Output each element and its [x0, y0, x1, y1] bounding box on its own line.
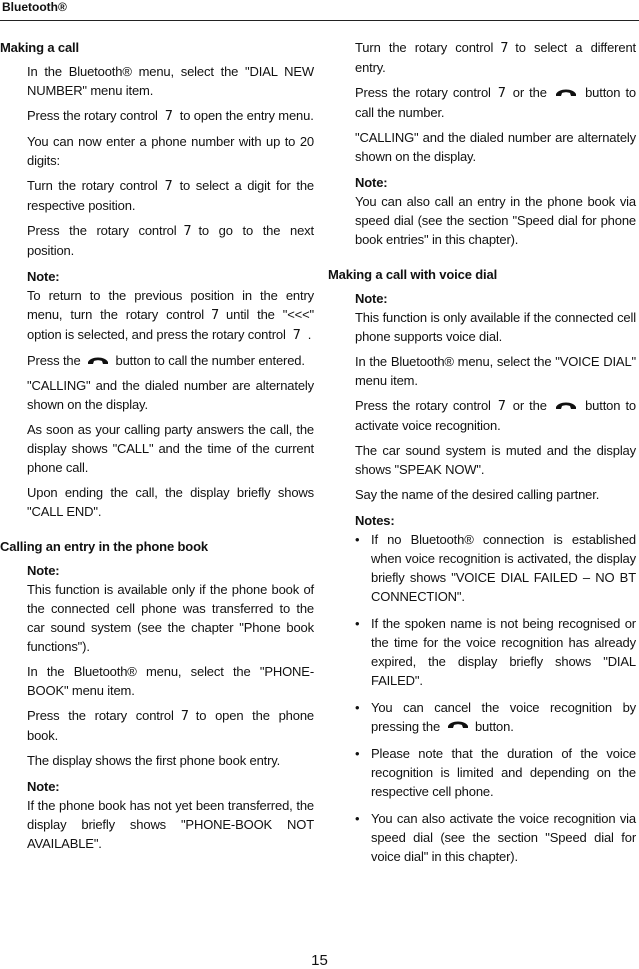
paragraph: "CALLING" and the dialed number are alternately shown on the display. [27, 378, 314, 412]
note-label: Note: [27, 269, 60, 284]
paragraph: The car sound system is muted and the display shows "SPEAK NOW". [355, 443, 636, 477]
running-header: Bluetooth® [2, 0, 67, 14]
paragraph: Press the rotary control 7 to open the entry menu. [27, 108, 314, 124]
section-calling-phone-book-entry [0, 561, 314, 853]
heading-calling-phone-book-entry: Calling an entry in the phone book [0, 539, 208, 554]
note-label: Note: [27, 563, 60, 578]
phone-icon [554, 399, 578, 411]
rotary-control-icon: 7 [500, 41, 509, 56]
paragraph: Press the rotary control 7 or the button to call the number. [355, 85, 637, 120]
rotary-control-icon: 7 [164, 179, 173, 194]
paragraph: To return to the previous position in the entry menu, turn the rotary control 7 until the "<<<" option is selected, and press the rotary control 7 . [27, 288, 314, 343]
paragraph: The display shows the first phone book entry. [27, 753, 281, 768]
bullet: • [355, 746, 360, 761]
voice-dial-icon [446, 719, 470, 732]
paragraph: As soon as your calling party answers the call, the display shows "CALL" and the time of the current phone call. [27, 422, 314, 475]
paragraph: "CALLING" and the dialed number are alternately shown on the display. [355, 130, 636, 164]
rotary-control-icon: 7 [292, 328, 301, 343]
bullet: • [355, 616, 360, 631]
notes-list [355, 530, 636, 866]
notes-label: Notes: [355, 513, 395, 528]
rotary-control-icon: 7 [180, 709, 189, 724]
note-label: Note: [27, 779, 60, 794]
heading-voice-dial: Making a call with voice dial [328, 267, 498, 282]
paragraph: You can also call an entry in the phone book via speed dial (see the section "Speed dial for phone book entries" in this chapter). [355, 194, 636, 247]
paragraph: In the Bluetooth® menu, select the "VOICE DIAL" menu item. [355, 354, 636, 388]
note-label: Note: [355, 291, 388, 306]
paragraph: Press the rotary control 7 to go to the next position. [27, 223, 314, 258]
left-column [0, 38, 314, 859]
rotary-control-icon: 7 [164, 109, 173, 124]
phone-icon [554, 86, 578, 98]
rotary-control-icon: 7 [183, 224, 192, 239]
list-item: • If no Bluetooth® connection is established when voice recognition is activated, the display briefly shows "VOICE DIAL FAILED – NO BT CONNECTION". [355, 532, 636, 604]
paragraph: In the Bluetooth® menu, select the "PHONE-BOOK" menu item. [27, 664, 314, 698]
phone-icon [86, 354, 110, 366]
paragraph: In the Bluetooth® menu, select the "DIAL NEW NUMBER" menu item. [27, 64, 314, 98]
bullet: • [355, 532, 360, 547]
paragraph: Turn the rotary control 7 to select a different entry. [355, 40, 636, 75]
paragraph: Press the rotary control 7 to open the phone book. [27, 708, 314, 743]
rotary-control-icon: 7 [210, 308, 220, 323]
heading-making-a-call: Making a call [0, 40, 79, 55]
rotary-control-icon: 7 [497, 86, 506, 101]
paragraph: This function is available only if the phone book of the connected cell phone was transferred to the car sound system (see the chapter "Phone book functions"). [27, 582, 314, 654]
section-voice-dial [328, 289, 636, 866]
paragraph: Say the name of the desired calling partner. [355, 487, 600, 502]
right-column [328, 38, 636, 874]
rotary-control-icon: 7 [497, 399, 506, 414]
bullet: • [355, 811, 360, 826]
list-item: • You can cancel the voice recognition by pressing the button. [355, 700, 636, 734]
list-item: • You can also activate the voice recognition via speed dial (see the section "Speed dial for voice dial" in this chapter). [355, 811, 636, 864]
paragraph: If the phone book has not yet been transferred, the display briefly shows "PHONE-BOOK NOT AVAILABLE". [27, 798, 314, 851]
list-item: • If the spoken name is not being recognised or the time for the voice recognition has already expired, the display briefly shows "DIAL FAILED". [355, 616, 636, 688]
section-phone-book-continued [328, 38, 636, 249]
bullet: • [355, 700, 360, 715]
paragraph: Upon ending the call, the display briefly shows "CALL END". [27, 485, 314, 519]
paragraph: You can now enter a phone number with up to 20 digits: [27, 134, 314, 168]
paragraph: Press the button to call the number entered. [27, 353, 305, 368]
header-rule [0, 20, 639, 21]
list-item: • Please note that the duration of the voice recognition is limited and depending on the respective cell phone. [355, 746, 636, 799]
page-number: 15 [311, 952, 328, 969]
note-label: Note: [355, 175, 388, 190]
paragraph: This function is only available if the connected cell phone supports voice dial. [355, 310, 636, 344]
paragraph: Turn the rotary control 7 to select a digit for the respective position. [27, 178, 314, 213]
section-making-a-call [0, 62, 314, 521]
paragraph: Press the rotary control 7 or the button to activate voice recognition. [355, 398, 637, 433]
